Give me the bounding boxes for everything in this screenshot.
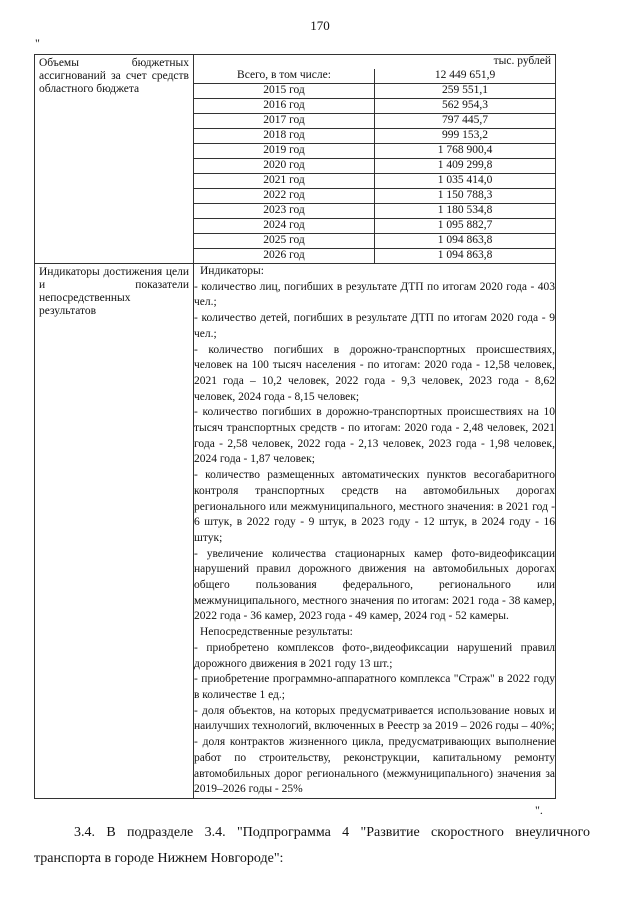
budget-year-label: 2026 год: [194, 249, 375, 264]
budget-amount: 1 180 534,8: [375, 204, 556, 219]
budget-year-row: [194, 114, 555, 129]
budget-amount: 1 409 299,8: [375, 159, 556, 174]
unit-label: тыс. рублей: [493, 55, 551, 67]
budget-year-row: [194, 144, 555, 159]
budget-year-row: [194, 129, 555, 144]
budget-year-label: 2021 год: [194, 174, 375, 189]
budget-year-label: 2019 год: [194, 144, 375, 159]
budget-year-row: [194, 234, 555, 249]
budget-year-label: 2017 год: [194, 114, 375, 129]
subprogram-passport-table: [34, 54, 556, 799]
budget-amount: 999 153,2: [375, 129, 556, 144]
budget-amount: 1 094 863,8: [375, 234, 556, 249]
budget-amount: 1 150 788,3: [375, 189, 556, 204]
budget-year-row: [194, 99, 555, 114]
budget-year-row: [194, 174, 555, 189]
section-paragraph: 3.4. В подразделе 3.4. "Подпрограмма 4 "Развитие скоростного внеуличного транспорта в городе Нижнем Новгороде":: [34, 825, 590, 866]
indicator-item: - количество погибших в дорожно-транспортных происшествиях на 10 тысяч транспортных средств - по итогам: 2020 года - 2,48 человек, 2021 года - 2,58 человек, 2022 года - 2,13 человек, 2023 года - 1,98 человек, 2024 года - 1,87 человек;: [194, 406, 555, 466]
budget-label: Объемы бюджетных ассигнований за счет средств областного бюджета: [35, 55, 194, 264]
budget-year-row: [194, 219, 555, 234]
unit-row: [194, 55, 555, 69]
budget-amount: 797 445,7: [375, 114, 556, 129]
indicator-item: - количество погибших в дорожно-транспортных происшествиях, человек на 100 тысяч населения - по итогам: 2020 года - 12,58 человек, 2021 года – 10,2 человек, 2022 года - 9,3 человек, 2023 года - 8,62 человек, 2024 года - 8,15 человек;: [194, 343, 555, 403]
budget-amount: 1 094 863,8: [437, 249, 493, 261]
budget-year-label: Всего, в том числе:: [194, 69, 375, 84]
indicators-row: [35, 264, 556, 799]
result-list: [194, 641, 555, 798]
budget-amount: 1 095 882,7: [375, 219, 556, 234]
results-heading: Непосредственные результаты:: [200, 626, 353, 639]
result-item: - приобретено комплексов фото-,видеофиксации нарушений правил дорожного движения в 2021 году 13 шт.;: [194, 641, 555, 670]
result-item: - доля контрактов жизненного цикла, предусматривающих выполнение работ по строительству, реконструкции, капитальному ремонту автомобильных дорог регионального (межмуниципального) значения за 2019–2026 годы - 25%: [194, 736, 555, 796]
budget-year-label: 2023 год: [194, 204, 375, 219]
budget-amount: 562 954,3: [375, 99, 556, 114]
indicator-list: [194, 280, 555, 625]
budget-year-label: 2015 год: [194, 84, 375, 99]
indicator-item: - количество размещенных автоматических пунктов весогабаритного контроля транспортных средств на автомобильных дорогах регионального или межмуниципального, местного значения: в 2021 год - 6 штук, в 2022 году - 9 штук, в 2023 году - 12 штук, в 2024 году - 16 штук;: [194, 469, 555, 544]
indicator-item: - увеличение количества стационарных камер фото-видеофиксации нарушений правил дорожного движения на автомобильных дорогах общего пользования федерального, регионального или межмуниципального, местного значения по итогам: 2021 года - 38 камер, 2022 года - 36 камер, 2023 года - 49 камер, 2024 год - 52 камеры.: [194, 547, 555, 623]
indicators-label: Индикаторы достижения цели и показатели непосредственных результатов: [35, 264, 194, 799]
page-number: 170: [310, 18, 330, 33]
budget-year-label: 2020 год: [194, 159, 375, 174]
budget-year-label: 2016 год: [194, 99, 375, 114]
indicators-content: [194, 264, 556, 799]
budget-year-label: 2022 год: [194, 189, 375, 204]
budget-values-table: [194, 55, 555, 263]
budget-row: [35, 55, 556, 264]
indicator-item: - количество лиц, погибших в результате ДТП по итогам 2020 года - 403 чел.;: [194, 280, 555, 309]
budget-year-row: [194, 204, 555, 219]
budget-values-cell: [194, 55, 556, 264]
budget-year-label: 2025 год: [194, 234, 375, 249]
budget-year-label: 2024 год: [194, 219, 375, 234]
indicator-item: - количество детей, погибших в результате ДТП по итогам 2020 года - 9 чел.;: [194, 312, 555, 340]
budget-year-label: 2018 год: [194, 129, 375, 144]
indicators-heading: Индикаторы:: [200, 265, 264, 277]
budget-amount: 1 768 900,4: [375, 144, 556, 159]
closing-quote-mark: ".: [535, 803, 543, 817]
opening-quote-mark: ": [35, 36, 40, 50]
budget-amount: 12 449 651,9: [375, 69, 556, 84]
result-item: - доля объектов, на которых предусматривается использование новых и наилучших технологий, включенных в Реестр за 2019 – 2026 годы – 40%;: [194, 704, 555, 733]
budget-year-row: [194, 84, 555, 99]
budget-amount: 259 551,1: [375, 84, 556, 99]
budget-amount: 1 035 414,0: [375, 174, 556, 189]
budget-year-row: [194, 159, 555, 174]
budget-year-row: [194, 249, 555, 264]
result-item: - приобретение программно-аппаратного комплекса "Страж" в 2022 году в количестве 1 ед.;: [194, 673, 555, 701]
budget-year-row: [194, 69, 555, 84]
budget-year-row: [194, 189, 555, 204]
